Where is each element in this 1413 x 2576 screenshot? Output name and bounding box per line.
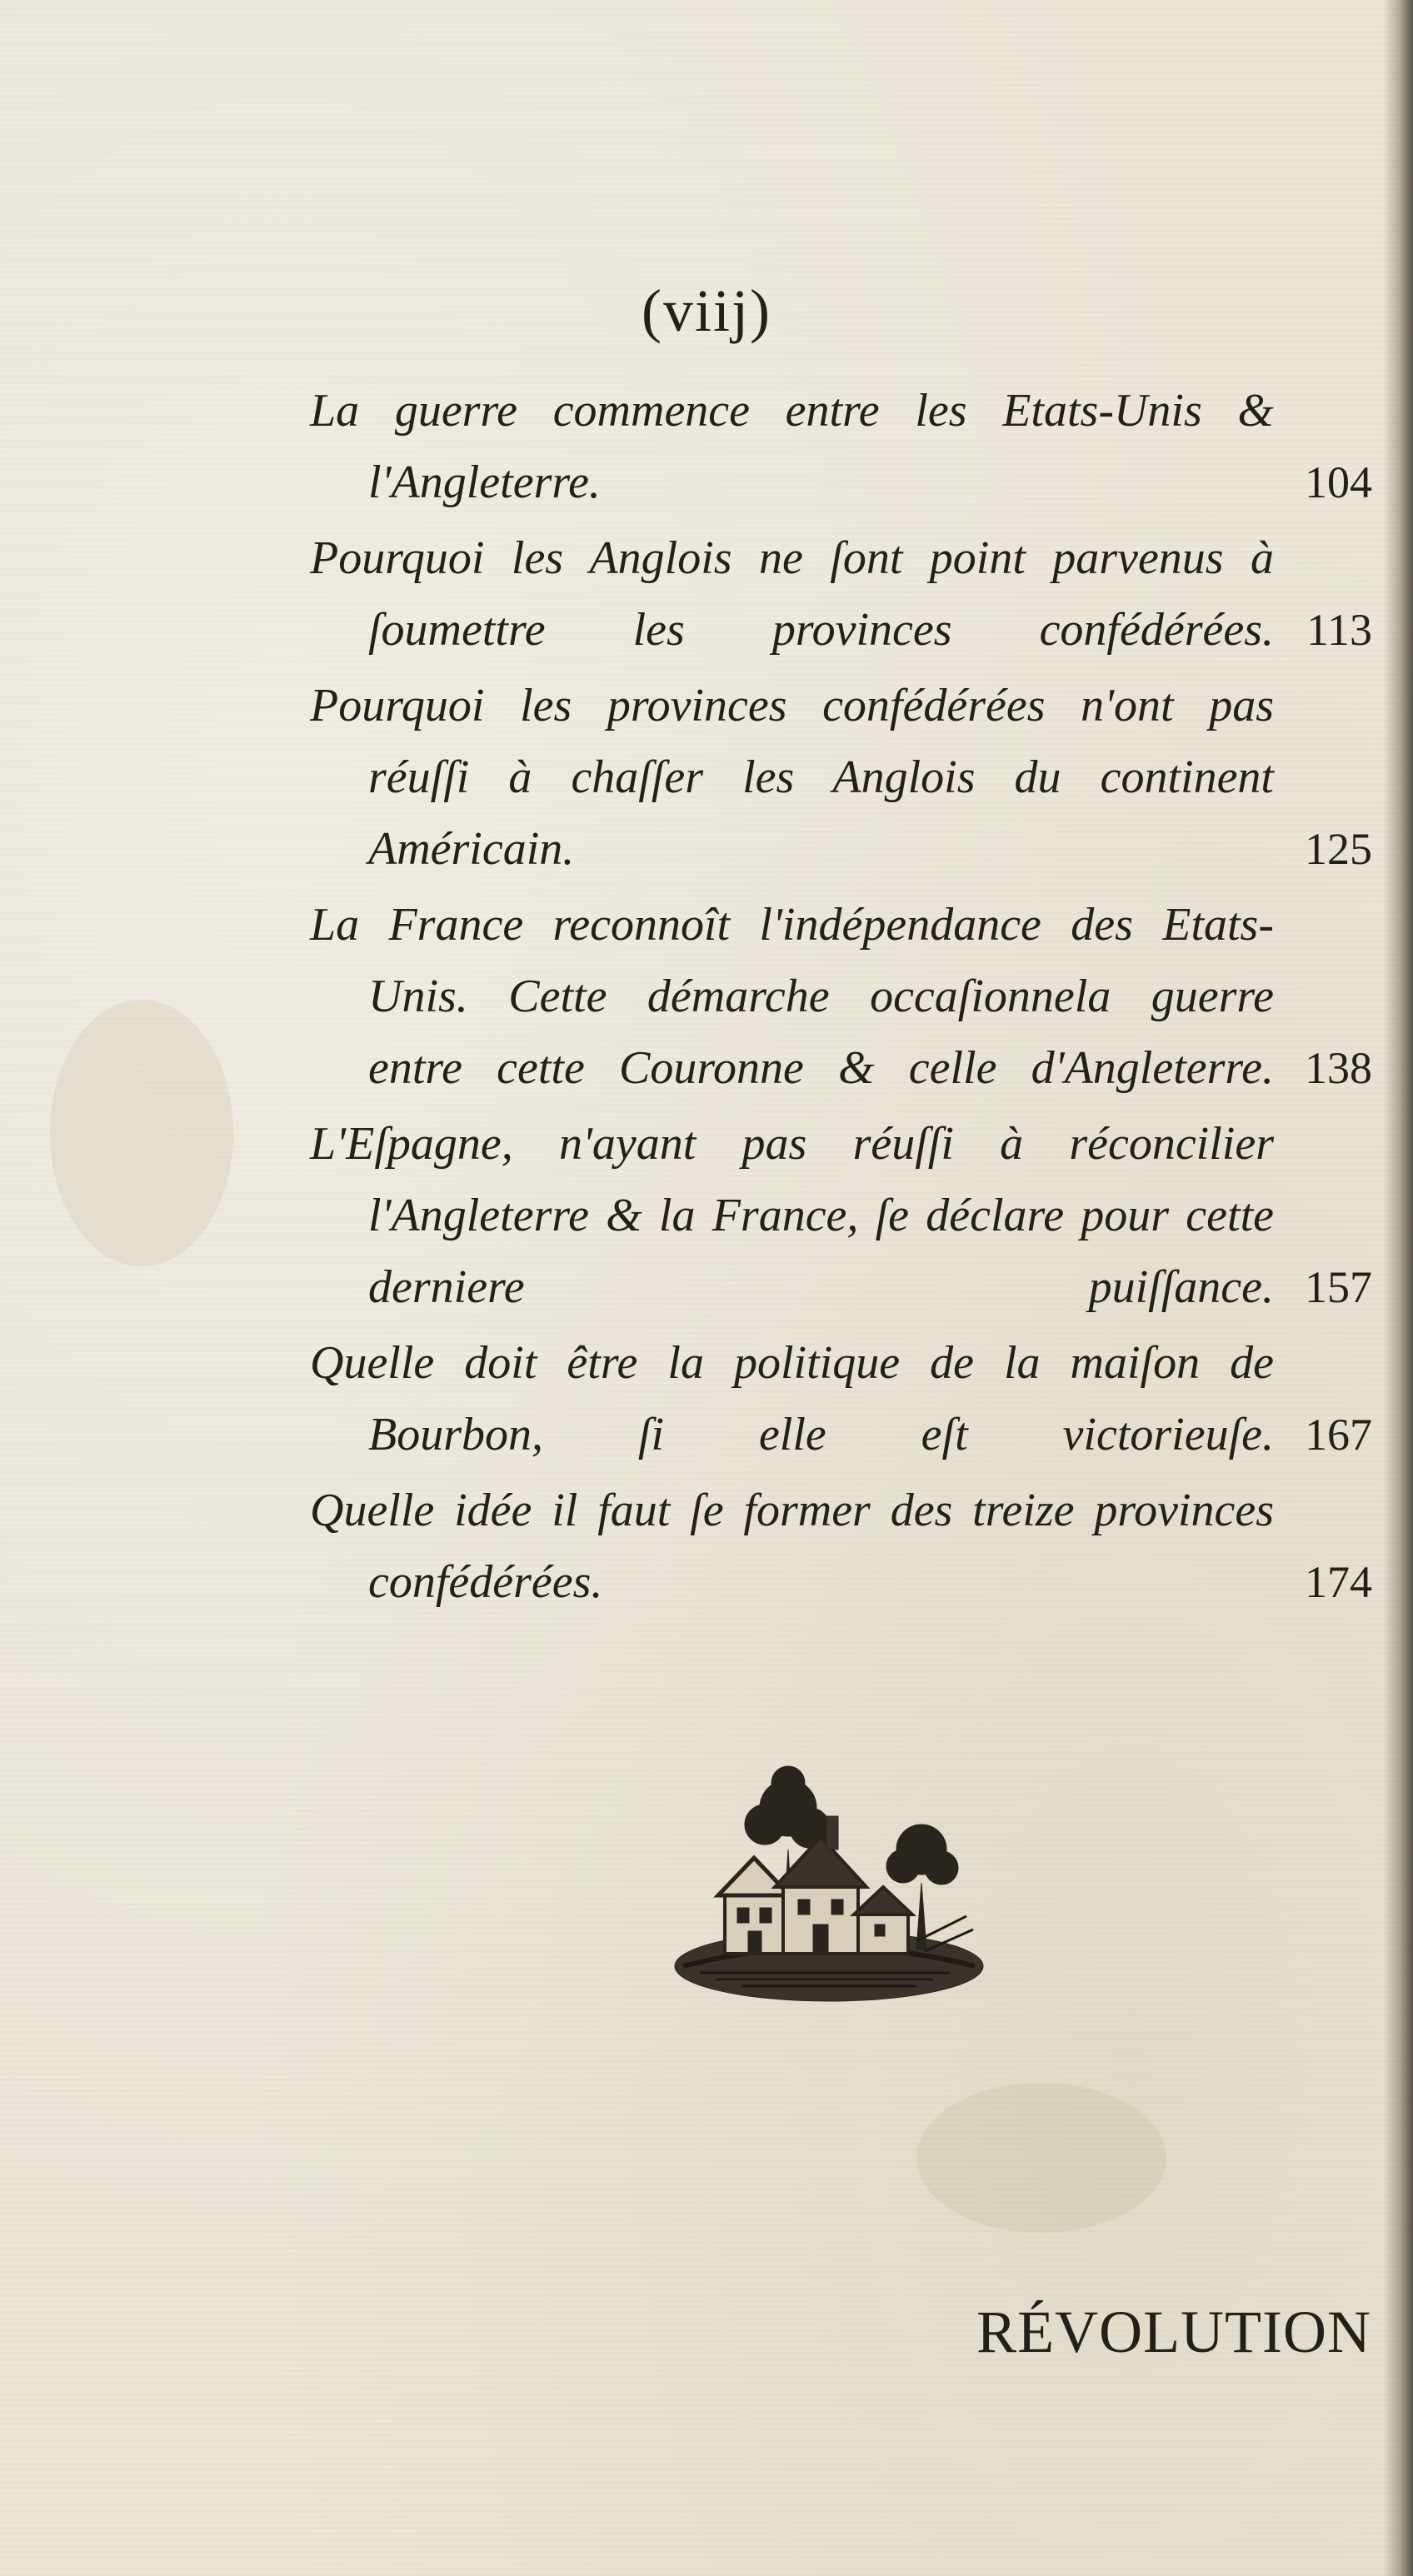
toc-entry: [310, 670, 1372, 885]
paper-stain: [50, 1000, 233, 1266]
toc-entry: [310, 1327, 1372, 1470]
toc-entry: [310, 1108, 1372, 1323]
toc-entry-page: 104: [1305, 457, 1372, 507]
toc-entry-title: La guerre commence entre les Etats-Unis & l'Angleterre.: [310, 385, 1274, 508]
woodcut-vignette: [667, 1758, 991, 2008]
toc-entry-title: L'Eſpagne, n'ayant pas réuſſi à réconcilier l'Angleterre & la France, ſe déclare pour cette derniere puiſſance.: [310, 1118, 1274, 1313]
toc-entry-title: La France reconnoît l'indépendance des Etats-Unis. Cette démarche occaſionnela guerre entre cette Couronne & celle d'Angleterre.: [310, 899, 1274, 1094]
toc-entry: [310, 889, 1372, 1104]
toc-entry-title: Quelle doit être la politique de la maiſon de Bourbon, ſi elle eſt victorieuſe.: [310, 1337, 1274, 1460]
toc-entry-page: 125: [1305, 824, 1372, 874]
toc-entry: [310, 1475, 1372, 1618]
page-edge-shadow: [1383, 0, 1413, 2576]
toc-entry: [310, 375, 1372, 518]
toc-entry-title: Pourquoi les provinces confédérées n'ont pas réuſſi à chaſſer les Anglois du continent Américain.: [310, 680, 1274, 875]
toc-entry: [310, 522, 1372, 666]
page-number: (viij): [642, 277, 771, 344]
toc-entry-title: Quelle idée il faut ſe former des treize provinces confédérées.: [310, 1485, 1274, 1608]
toc-entry-page: 167: [1305, 1410, 1372, 1460]
catchword: RÉVOLUTION: [976, 2299, 1371, 2365]
paper-stain: [916, 2083, 1166, 2233]
toc-entry-page: 113: [1306, 605, 1372, 655]
toc-entry-page: 157: [1305, 1262, 1372, 1312]
table-of-contents: [310, 375, 1372, 1622]
toc-entry-title: Pourquoi les Anglois ne ſont point parvenus à ſoumettre les provinces confédérées.: [310, 532, 1274, 656]
toc-entry-page: 174: [1305, 1557, 1372, 1607]
toc-entry-page: 138: [1305, 1043, 1372, 1093]
